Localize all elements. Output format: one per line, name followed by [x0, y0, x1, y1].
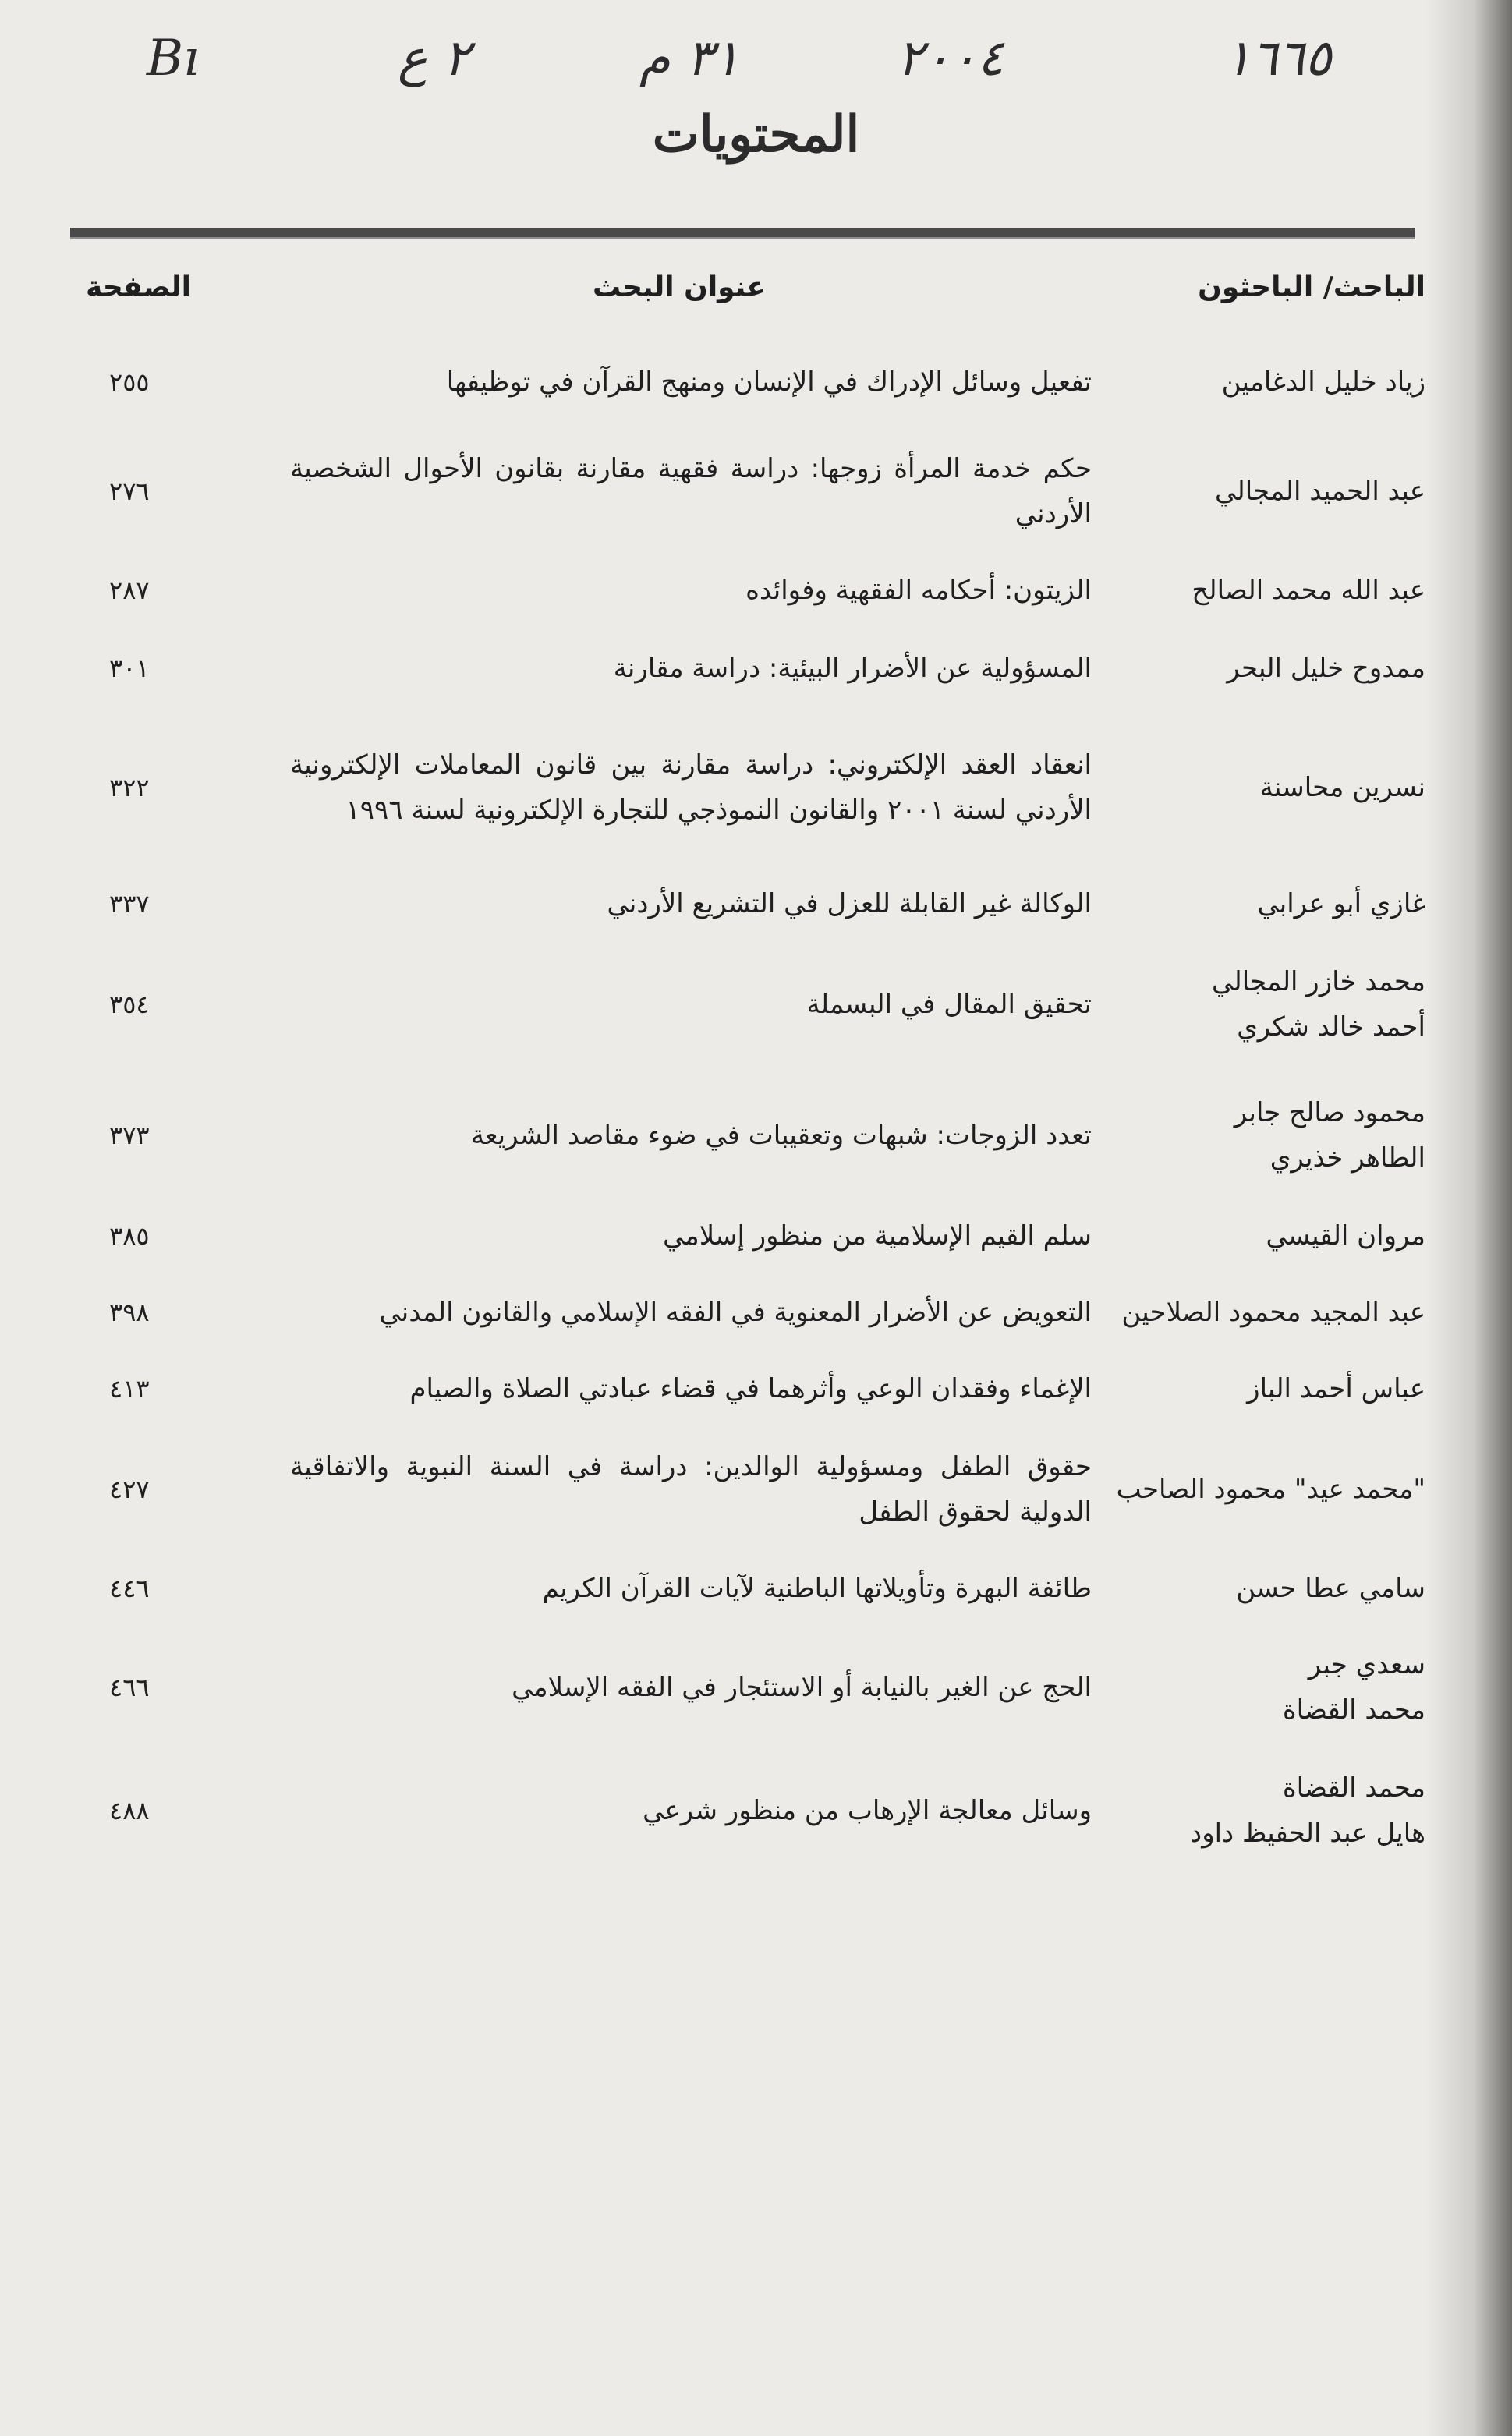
author-name: عباس أحمد الباز: [1247, 1373, 1425, 1404]
author-name: محمد القضاة: [1282, 1772, 1425, 1804]
entry-title: تحقيق المقال في البسملة: [806, 989, 1092, 1020]
entry-page: ٣٠١: [109, 653, 150, 683]
entry-title: الإغماء وفقدان الوعي وأثرهما في قضاء عبادتي الصلاة والصيام: [409, 1373, 1092, 1404]
toc-entry: [78, 565, 1425, 616]
entry-title: المسؤولية عن الأضرار البيئية: دراسة مقارنة: [613, 653, 1092, 684]
author-name: "محمد عيد" محمود الصاحب: [1116, 1474, 1425, 1505]
toc-entry: [78, 1761, 1425, 1861]
author-name: عبد الحميد المجالي: [1215, 476, 1425, 507]
entry-page: ٤١٣: [109, 1374, 150, 1404]
toc-entry: [78, 954, 1425, 1054]
entry-authors: [1092, 469, 1425, 514]
entry-authors: [1092, 1290, 1425, 1335]
entry-title: حكم خدمة المرأة زوجها: دراسة فقهية مقارنة بقانون الأحوال الشخصية الأردني: [290, 453, 1092, 529]
author-name: مروان القيسي: [1266, 1220, 1425, 1252]
header-divider: [70, 228, 1415, 239]
entry-authors: [1092, 1213, 1425, 1259]
header-authors: الباحث/ الباحثون: [1198, 271, 1425, 303]
author-name: هايل عبد الحفيظ داود: [1190, 1818, 1425, 1849]
entry-authors: [1092, 359, 1425, 405]
toc-header-row: [78, 265, 1425, 310]
author-name: عبد المجيد محمود الصلاحين: [1121, 1297, 1425, 1328]
author-name: محمد خازر المجالي: [1212, 966, 1425, 997]
handwritten-note-number: ١٦٦٥: [1224, 30, 1332, 87]
author-name: محمود صالح جابر: [1234, 1097, 1425, 1128]
handwritten-note-left: Bı: [147, 30, 200, 87]
entry-authors: [1092, 1366, 1425, 1411]
author-name: نسرين محاسنة: [1259, 772, 1425, 803]
header-page: الصفحة: [86, 271, 192, 303]
entry-authors: [1092, 568, 1425, 613]
entry-title: حقوق الطفل ومسؤولية الوالدين: دراسة في السنة النبوية والاتفاقية الدولية لحقوق الطفل: [290, 1451, 1092, 1528]
author-name: زياد خليل الدغامين: [1221, 366, 1425, 398]
entry-page: ٢٥٥: [109, 367, 150, 397]
toc-entry: [78, 352, 1425, 412]
entry-page: ٢٨٧: [109, 575, 150, 605]
entry-title: تعدد الزوجات: شبهات وتعقيبات في ضوء مقاصد الشريعة: [471, 1120, 1092, 1151]
toc-entry: [78, 1085, 1425, 1185]
entry-title: طائفة البهرة وتأويلاتها الباطنية لآيات القرآن الكريم: [542, 1573, 1092, 1604]
page-title: المحتويات: [652, 105, 860, 164]
entry-page: ٣٩٨: [109, 1298, 150, 1327]
author-name: سامي عطا حسن: [1236, 1573, 1425, 1604]
toc-entry: [78, 1287, 1425, 1338]
toc-entry: [78, 878, 1425, 929]
toc-entry: [78, 1439, 1425, 1539]
entry-authors: [1092, 881, 1425, 926]
toc-entry: [78, 1363, 1425, 1415]
toc-entry: [78, 719, 1425, 856]
entry-page: ٤٤٦: [109, 1574, 150, 1603]
author-name: محمد القضاة: [1282, 1694, 1425, 1726]
toc-entry: [78, 643, 1425, 694]
entry-authors: [1092, 1566, 1425, 1611]
entry-title: الحج عن الغير بالنيابة أو الاستئجار في الفقه الإسلامي: [512, 1672, 1092, 1703]
entry-page: ٤٢٧: [109, 1475, 150, 1504]
entry-page: ٣٧٣: [109, 1121, 150, 1150]
entry-authors: [1092, 646, 1425, 691]
entry-page: ٣٥٤: [109, 990, 150, 1019]
entry-title: وسائل معالجة الإرهاب من منظور شرعي: [643, 1795, 1092, 1826]
entry-title: التعويض عن الأضرار المعنوية في الفقه الإسلامي والقانون المدني: [379, 1297, 1092, 1328]
entry-title: الزيتون: أحكامه الفقهية وفوائده: [745, 575, 1092, 606]
entry-title: تفعيل وسائل الإدراك في الإنسان ومنهج القرآن في توظيفها: [446, 366, 1092, 398]
table-of-contents: [78, 265, 1425, 1861]
author-name: ممدوح خليل البحر: [1227, 653, 1425, 684]
handwritten-notes: [0, 30, 1512, 108]
entry-title: انعقاد العقد الإلكتروني: دراسة مقارنة بين قانون المعاملات الإلكترونية الأردني لسنة ٢٠٠١ والقانون النموذجي للتجارة الإلكترونية لسنة ١٩٩٦: [290, 749, 1092, 826]
entry-authors: [1092, 1090, 1425, 1181]
author-name: غازي أبو عرابي: [1257, 888, 1425, 919]
entry-page: ٣٨٥: [109, 1221, 150, 1251]
handwritten-note-issue: ٢ ع: [398, 30, 470, 87]
entry-title: سلم القيم الإسلامية من منظور إسلامي: [663, 1220, 1092, 1252]
author-name: الطاهر خذيري: [1269, 1142, 1425, 1174]
entry-page: ٢٧٦: [109, 476, 150, 506]
author-name: سعدي جبر: [1308, 1649, 1425, 1680]
author-name: أحمد خالد شكري: [1237, 1011, 1425, 1043]
entry-page: ٣٣٧: [109, 889, 150, 919]
header-title: عنوان البحث: [592, 271, 767, 303]
entry-authors: [1092, 1642, 1425, 1733]
entry-authors: [1092, 959, 1425, 1050]
entry-page: ٤٦٦: [109, 1673, 150, 1702]
entry-authors: [1092, 1765, 1425, 1856]
entry-page: ٤٨٨: [109, 1796, 150, 1825]
entry-authors: [1092, 765, 1425, 810]
handwritten-note-year: ٢٠٠٤: [897, 30, 1004, 87]
toc-entry: [78, 1563, 1425, 1614]
entry-authors: [1092, 1467, 1425, 1512]
entry-title: الوكالة غير القابلة للعزل في التشريع الأردني: [607, 888, 1092, 919]
author-name: عبد الله محمد الصالح: [1192, 575, 1425, 606]
toc-entry: [78, 441, 1425, 541]
handwritten-note-volume: ٣١ م: [639, 30, 740, 87]
toc-entry: [78, 1638, 1425, 1737]
toc-entry: [78, 1210, 1425, 1262]
entry-page: ٣٢٢: [109, 773, 150, 802]
page-edge-shadow: [1426, 0, 1512, 2436]
